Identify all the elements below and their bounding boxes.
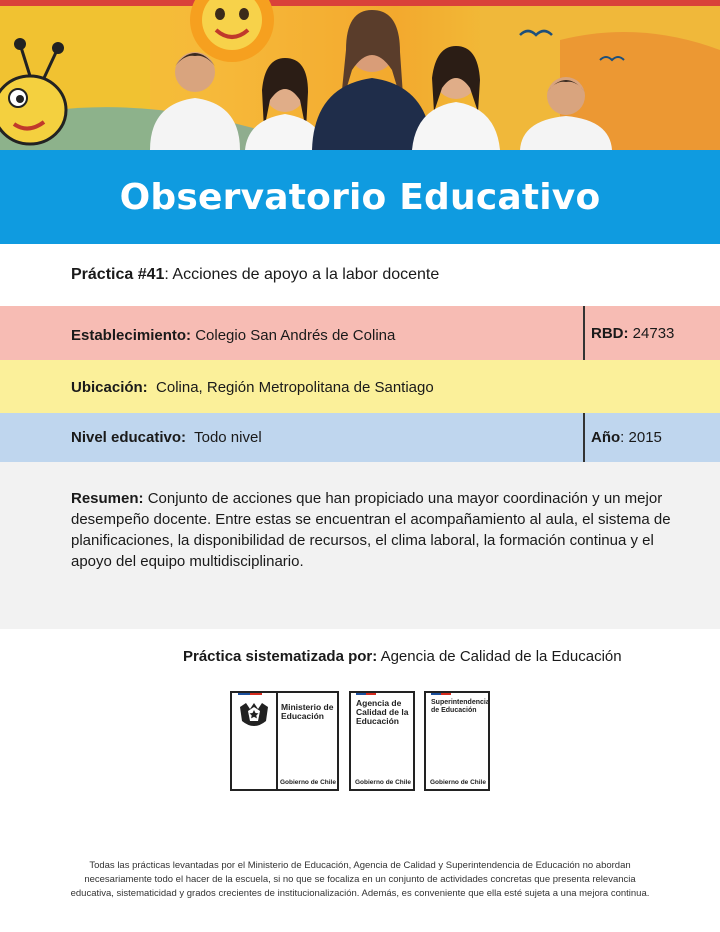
establecimiento-value: Colegio San Andrés de Colina xyxy=(191,327,396,344)
logo-agencia-footer: Gobierno de Chile xyxy=(355,779,411,786)
ubicacion-field xyxy=(71,379,434,396)
logo-ministerio-footer: Gobierno de Chile xyxy=(280,779,336,786)
ubicacion-label: Ubicación: xyxy=(71,379,148,396)
anio-label: Año xyxy=(591,429,621,446)
disclaimer-line: Todas las prácticas levantadas por el Ministerio de Educación, Agencia de Calidad y Superintendencia de Educación no abordan xyxy=(89,860,631,871)
title-band xyxy=(0,150,720,244)
page-title: Observatorio Educativo xyxy=(119,176,601,218)
nivel-row xyxy=(0,413,720,462)
rbd-value: 24733 xyxy=(628,325,675,342)
rbd-field xyxy=(591,325,674,342)
hero-illustration xyxy=(0,0,720,150)
logo-divider xyxy=(276,693,278,789)
practice-text xyxy=(71,266,439,284)
anio-field xyxy=(591,429,662,446)
establecimiento-label: Establecimiento: xyxy=(71,327,192,344)
hero-photo xyxy=(0,0,720,150)
chile-coat-of-arms-icon xyxy=(236,701,272,729)
logo-superintendencia xyxy=(424,691,490,791)
logo-ministerio-educacion xyxy=(230,691,339,791)
column-divider xyxy=(583,413,585,462)
systematized-by xyxy=(183,648,622,665)
summary-box xyxy=(0,462,720,629)
logo-superintendencia-title: Superintendencia de Educación xyxy=(431,699,490,714)
systematized-label: Práctica sistematizada por: xyxy=(183,648,378,665)
summary-text: Conjunto de acciones que han propiciado una mayor coordinación y un mejor desempeño docente. Entre estas se encuentran el acompañamiento al aula, el sistema de planificaciones, la disponibilidad de recursos, el clima laboral, la formación continua y el apoyo del equipo multidisciplinario. xyxy=(71,490,671,570)
ubicacion-value: Colina, Región Metropolitana de Santiago xyxy=(147,379,434,396)
logo-agencia-calidad xyxy=(349,691,415,791)
disclaimer-line: educativa, sistematicidad y grados crecientes de institucionalización. Además, es conveniente que ella esté sujeta a una mejora continua. xyxy=(70,888,650,899)
rbd-label: RBD: xyxy=(591,325,629,342)
nivel-value: Todo nivel xyxy=(186,429,262,446)
logo-agencia-title: Agencia de Calidad de la Educación xyxy=(356,698,409,726)
establecimiento-field xyxy=(71,327,395,344)
practice-label: Práctica #41 xyxy=(71,266,165,283)
practice-row xyxy=(0,244,720,306)
disclaimer-line: necesariamente todo el hacer de la escuela, si no que se focaliza en un conjunto de actividades concretas que presenta relevancia xyxy=(84,874,636,885)
nivel-field xyxy=(71,429,262,446)
nivel-label: Nivel educativo: xyxy=(71,429,187,446)
ubicacion-row xyxy=(0,360,720,413)
summary-label: Resumen: xyxy=(71,490,144,507)
summary-paragraph xyxy=(71,488,671,572)
column-divider xyxy=(583,306,585,360)
disclaimer xyxy=(60,859,660,901)
establecimiento-row xyxy=(0,306,720,360)
systematized-value: Agencia de Calidad de la Educación xyxy=(377,648,622,665)
logo-ministerio-title: Ministerio de Educación xyxy=(281,702,334,721)
logo-superintendencia-footer: Gobierno de Chile xyxy=(430,779,486,786)
anio-value: : 2015 xyxy=(620,429,662,446)
practice-title: : Acciones de apoyo a la labor docente xyxy=(164,266,440,283)
